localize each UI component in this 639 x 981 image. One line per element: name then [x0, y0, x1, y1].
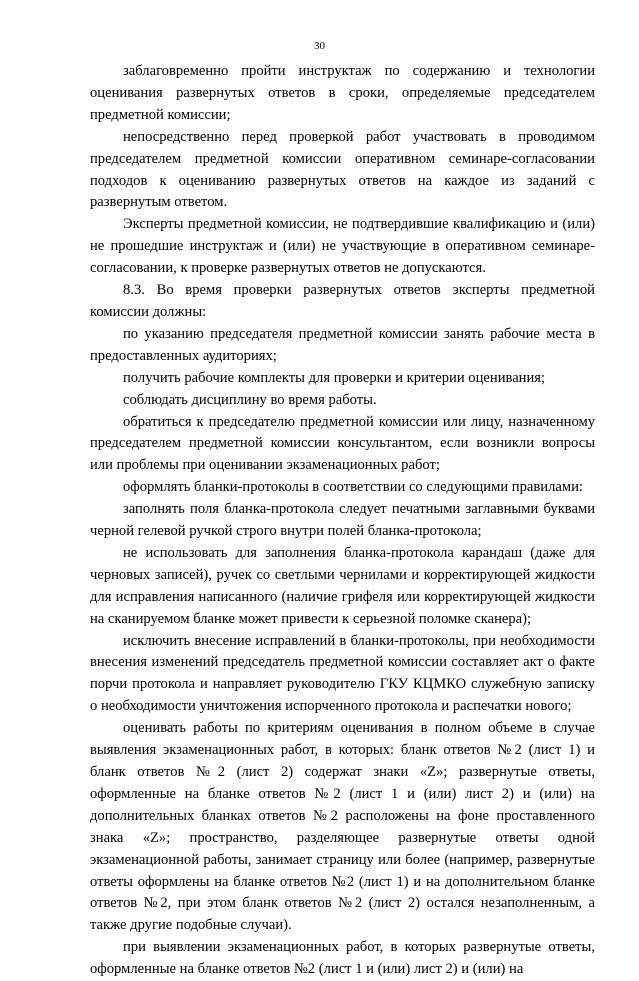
document-body [90, 61, 595, 981]
paragraph: при выявлении экзаменационных работ, в которых развернутые ответы, оформленные на бланке ответов №2 (лист 1 и (или) лист 2) и (или) на [90, 939, 595, 978]
paragraph: заполнять поля бланка-протокола следует печатными заглавными буквами черной гелевой ручкой строго внутри полей бланка-протокола; [90, 501, 595, 540]
paragraph: получить рабочие комплекты для проверки и критерии оценивания; [123, 369, 546, 386]
paragraph: обратиться к председателю предметной комиссии или лицу, назначенному председателем предметной комиссии консультантом, если возникли вопросы или проблемы при оценивании экзаменационных работ; [90, 413, 595, 474]
paragraph: заблаговременно пройти инструктаж по содержанию и технологии оценивания развернутых ответов в сроки, определяемые председателем предметной комиссии; [90, 63, 595, 123]
paragraph: оценивать работы по критериям оценивания в полном объеме в случае выявления экзаменационных работ, в которых: бланк ответов №2 (лист 1) и бланк ответов №2 (лист 2) содержат знаки «Z»; развернутые ответы, оформленные на бланке ответов №2 (лист 1 и (или) лист 2) и (или) на дополнительных бланках ответов №2 расположены на фоне проставленного знака «Z»; пространство, разделяющее развернутые ответы одной экзаменационной работы, занимает страницу или более (например, развернутые ответы оформлены на бланке ответов №2 (лист 1) и на дополнительном бланке ответов №2, при этом бланк ответов №2 (лист 2) остался незаполненным, а также другие подобные случаи). [90, 720, 595, 934]
paragraph: исключить внесение исправлений в бланки-протоколы, при необходимости внесения изменений председатель предметной комиссии составляет акт о факте порчи протокола и направляет руководителю ГКУ КЦМКО служебную записку о необходимости уничтожения испорченного протокола и распечатки нового; [90, 632, 595, 715]
paragraph: непосредственно перед проверкой работ участвовать в проводимом председателем предметной комиссии оперативном семинаре-согласовании подходов к оцениванию развернутых ответов на каждое из заданий с развернутым ответом. [90, 128, 595, 211]
paragraph: по указанию председателя предметной комиссии занять рабочие места в предоставленных аудиториях; [90, 325, 595, 364]
paragraph: оформлять бланки-протоколы в соответствии со следующими правилами: [123, 479, 583, 496]
paragraph: не использовать для заполнения бланка-протокола карандаш (даже для черновых записей), ручек со светлыми чернилами и корректирующей жидкости для исправления написанного (наличие грифеля или корректирующей жидкости на сканируемом бланке может привести к серьезной поломке сканера); [90, 544, 595, 627]
page-number: 30 [314, 40, 325, 52]
paragraph: Эксперты предметной комиссии, не подтвердившие квалификацию и (или) не прошедшие инструктаж и (или) не участвующие в оперативном семинаре-согласовании, к проверке развернутых ответов не допускаются. [90, 216, 595, 277]
section-heading-paragraph: 8.3. Во время проверки развернутых ответов эксперты предметной комиссии должны: [90, 282, 595, 320]
paragraph: соблюдать дисциплину во время работы. [123, 391, 377, 408]
